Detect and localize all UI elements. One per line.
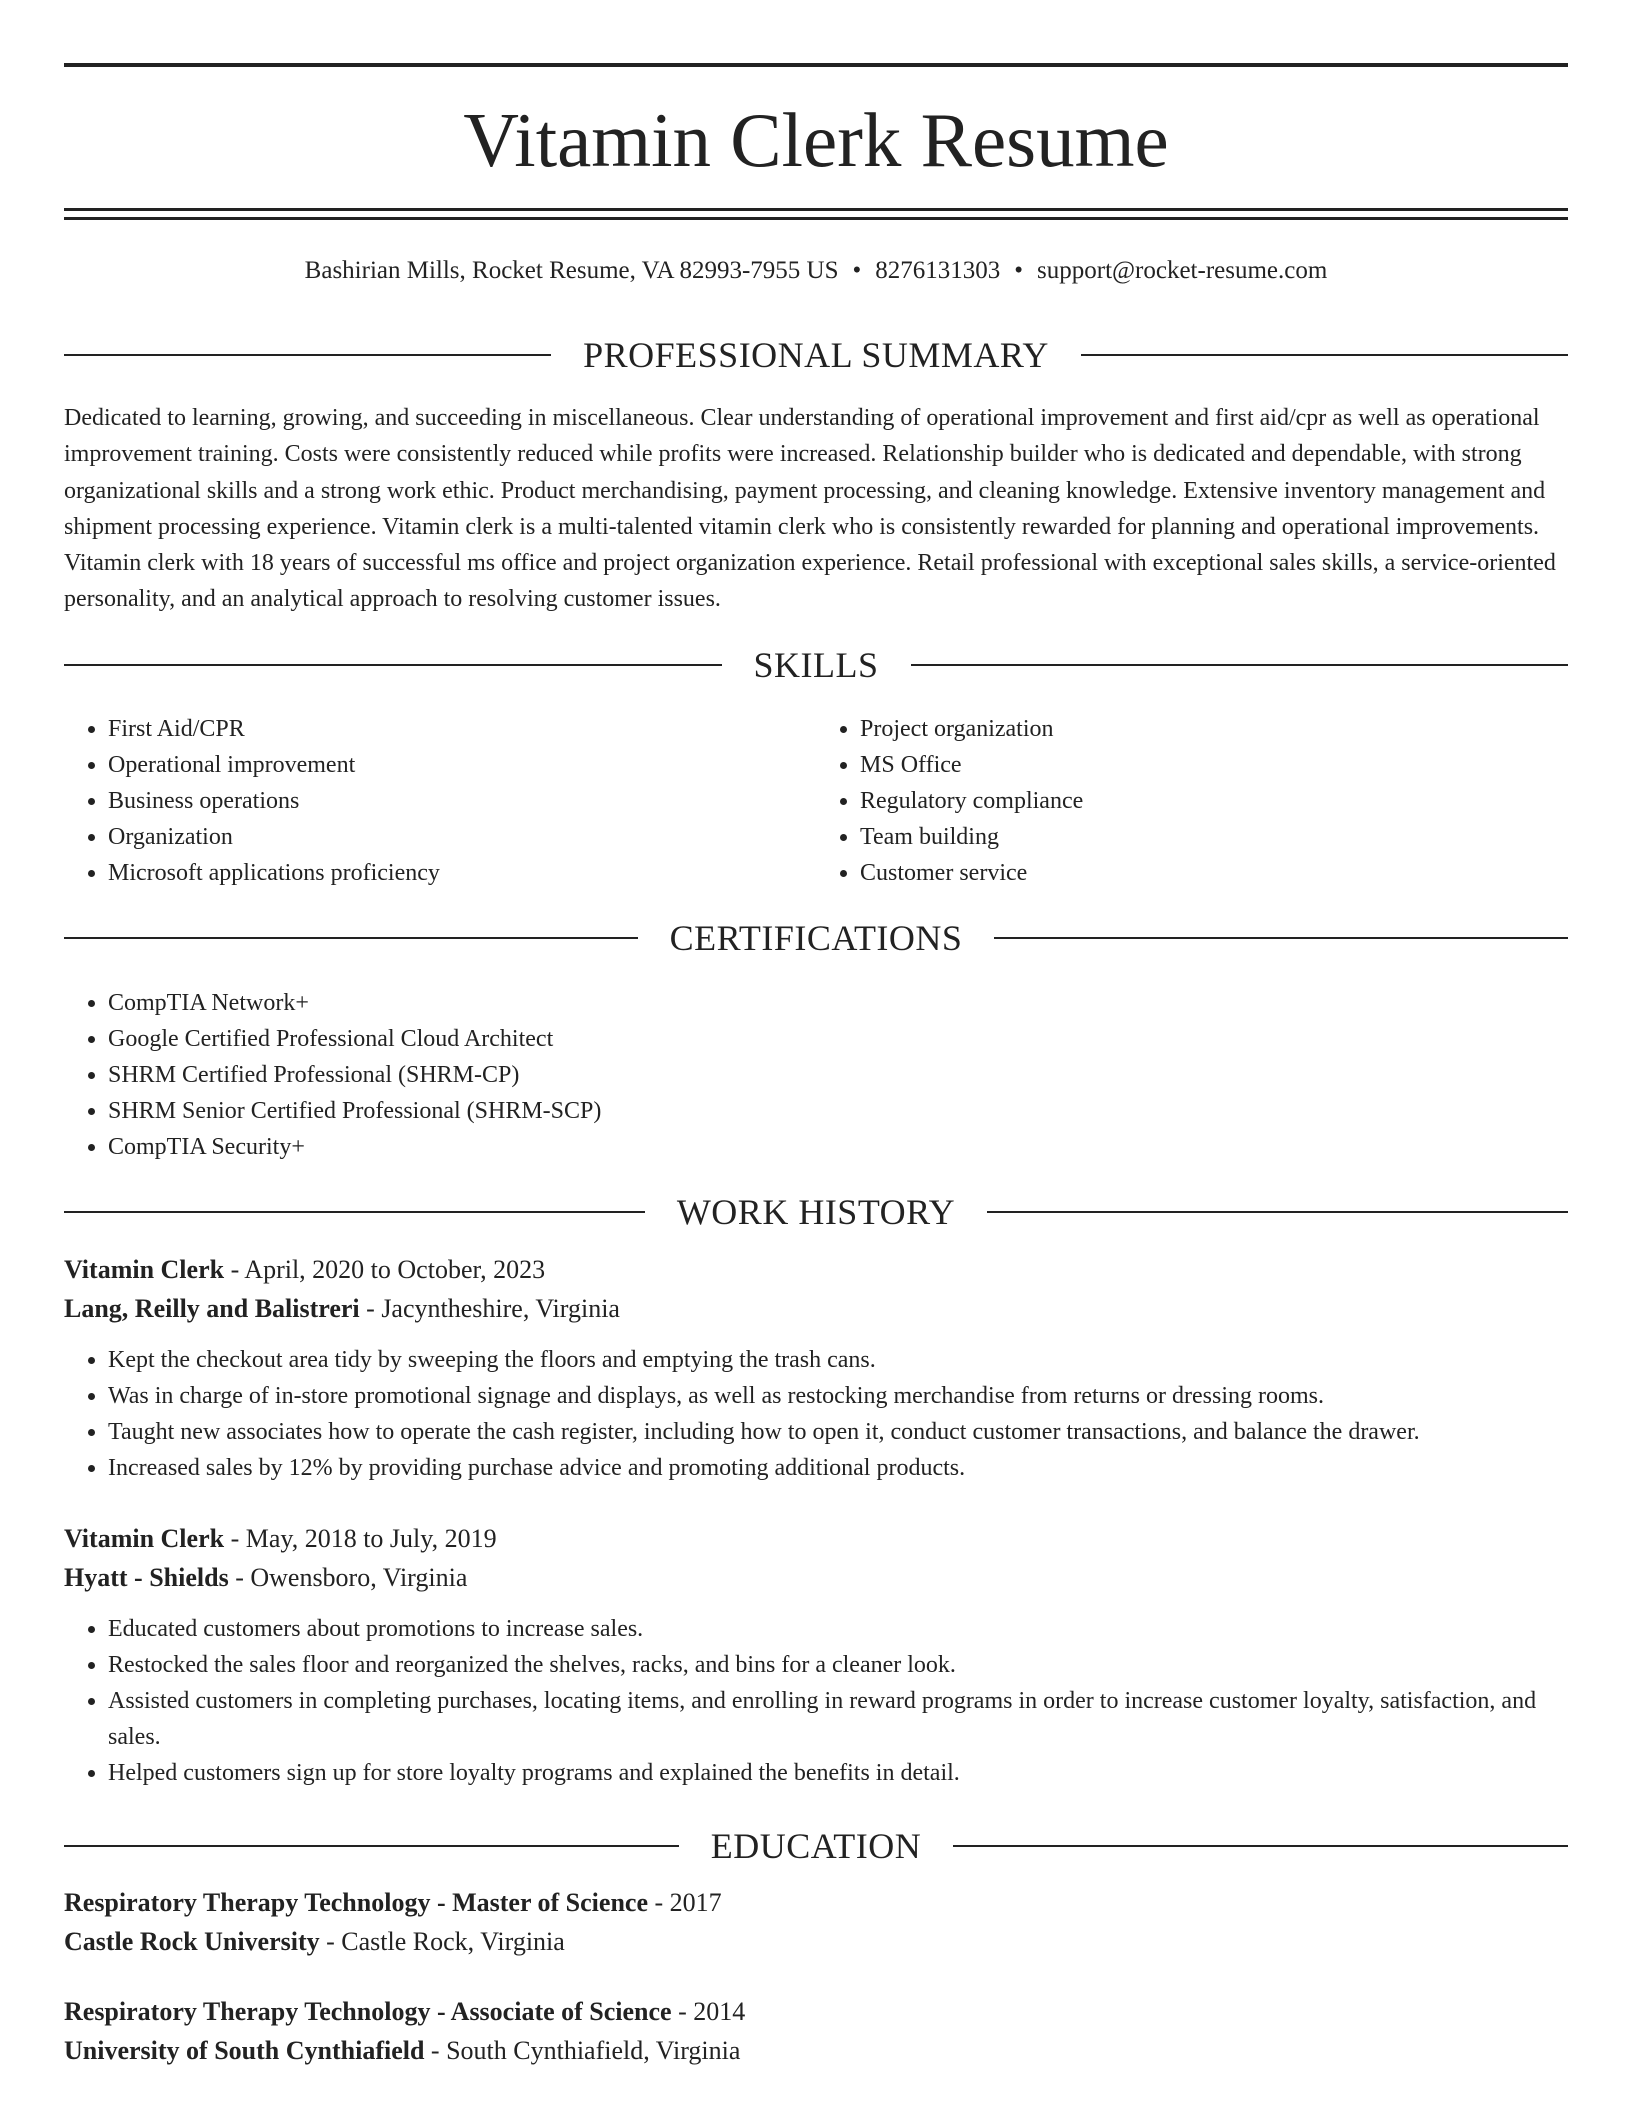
summary-text: Dedicated to learning, growing, and succeeding in miscellaneous. Clear understanding of operational improvement and first aid/cpr as well as operational improvement training. Costs were consistently reduced while profits were increased. Relationship builder who is dedicated and dependable, with strong organizational skills and a strong work ethic. Product merchandising, payment processing, and cleaning knowledge. Extensive inventory management and shipment processing experience. Vitamin clerk is a multi-talented vitamin clerk who is consistently rewarded for planning and operational improvements. Vitamin clerk with 18 years of successful ms office and project organization experience. Retail professional with exceptional sales skills, a service-oriented personality, and an analytical approach to resolving customer issues.	[64, 405, 1556, 613]
certification-item: • CompTIA Network+	[108, 985, 1568, 1021]
contact-address: Bashirian Mills, Rocket Resume, VA 82993-7955 US	[304, 257, 839, 284]
degree-year: - 2017	[647, 1888, 722, 1917]
job-duty: • Helped customers sign up for store loyalty programs and explained the benefits in detail.	[108, 1755, 1568, 1791]
job-dates: - May, 2018 to July, 2019	[224, 1524, 497, 1553]
heading-rule	[64, 1845, 679, 1847]
contact-email: support@rocket-resume.com	[1037, 257, 1328, 284]
school-location: - South Cynthiafield, Virginia	[424, 2036, 741, 2065]
school-location: - Castle Rock, Virginia	[319, 1927, 565, 1956]
school-line	[64, 2031, 1568, 2070]
degree: Respiratory Therapy Technology - Master of Science	[64, 1888, 648, 1917]
heading-rule	[64, 1211, 645, 1213]
skill-item: • Team building	[860, 819, 1568, 855]
skills-column-left	[64, 711, 816, 891]
company-name: Lang, Reilly and Balistreri	[64, 1294, 360, 1323]
certification-item: • SHRM Senior Certified Professional (SHRM-SCP)	[108, 1093, 1568, 1129]
skill-item: • First Aid/CPR	[108, 711, 816, 747]
page-title: Vitamin Clerk Resume	[463, 97, 1169, 183]
skill-item: • Operational improvement	[108, 747, 816, 783]
job-title: Vitamin Clerk	[64, 1524, 225, 1553]
heading-rule	[994, 937, 1568, 939]
job-duty: • Educated customers about promotions to increase sales.	[108, 1611, 1568, 1647]
contact-separator: •	[1014, 257, 1024, 284]
school-name: University of South Cynthiafield	[64, 2036, 425, 2065]
skill-item: • Microsoft applications proficiency	[108, 855, 816, 891]
section-title: PROFESSIONAL SUMMARY	[583, 335, 1049, 375]
work-entry	[64, 1250, 1568, 1486]
company-name: Hyatt - Shields	[64, 1563, 229, 1592]
degree-year: - 2014	[671, 1997, 746, 2026]
job-duty: • Kept the checkout area tidy by sweeping the floors and emptying the trash cans.	[108, 1342, 1568, 1378]
section-title: EDUCATION	[710, 1826, 922, 1866]
degree: Respiratory Therapy Technology - Associate of Science	[64, 1997, 672, 2026]
certifications-list	[64, 985, 1568, 1165]
job-duty: • Taught new associates how to operate the cash register, including how to open it, conduct customer transactions, and balance the drawer.	[108, 1414, 1568, 1450]
job-dates: - April, 2020 to October, 2023	[224, 1255, 546, 1284]
job-duty: • Restocked the sales floor and reorganized the shelves, racks, and bins for a cleaner look.	[108, 1647, 1568, 1683]
school-line	[64, 1922, 1568, 1961]
section-title: CERTIFICATIONS	[669, 918, 963, 958]
degree-line	[64, 1992, 1568, 2031]
certification-item: • SHRM Certified Professional (SHRM-CP)	[108, 1057, 1568, 1093]
skills-list	[64, 711, 1568, 891]
certification-item: • Google Certified Professional Cloud Architect	[108, 1021, 1568, 1057]
title-double-rule	[64, 208, 1568, 220]
heading-rule	[1081, 354, 1568, 356]
top-rule	[64, 63, 1568, 67]
degree-line	[64, 1883, 1568, 1922]
job-title-line	[64, 1250, 1568, 1289]
skills-column-right	[816, 711, 1568, 891]
job-duties	[64, 1342, 1568, 1486]
contact-phone: 8276131303	[875, 257, 1001, 284]
job-title-line	[64, 1519, 1568, 1558]
skill-item: • Customer service	[860, 855, 1568, 891]
education-entry	[64, 1992, 1568, 2070]
heading-rule	[911, 664, 1569, 666]
section-title: SKILLS	[753, 645, 879, 685]
heading-rule	[64, 937, 638, 939]
contact-separator: •	[852, 257, 862, 284]
company-line	[64, 1558, 1568, 1597]
work-entry	[64, 1519, 1568, 1791]
certification-item: • CompTIA Security+	[108, 1129, 1568, 1165]
education-entry	[64, 1883, 1568, 1961]
section-heading-work	[64, 1192, 1568, 1232]
school-name: Castle Rock University	[64, 1927, 320, 1956]
job-duty: • Was in charge of in-store promotional signage and displays, as well as restocking merchandise from returns or dressing rooms.	[108, 1378, 1568, 1414]
skill-item: • Business operations	[108, 783, 816, 819]
heading-rule	[987, 1211, 1568, 1213]
skill-item: • Organization	[108, 819, 816, 855]
heading-rule	[953, 1845, 1568, 1847]
company-location: - Owensboro, Virginia	[228, 1563, 468, 1592]
job-duty: • Increased sales by 12% by providing purchase advice and promoting additional products.	[108, 1450, 1568, 1486]
job-duty: • Assisted customers in completing purchases, locating items, and enrolling in reward programs in order to increase customer loyalty, satisfaction, and sales.	[108, 1683, 1568, 1755]
section-title: WORK HISTORY	[676, 1192, 956, 1232]
section-heading-summary	[64, 335, 1568, 375]
job-duties	[64, 1611, 1568, 1791]
company-location: - Jacyntheshire, Virginia	[359, 1294, 620, 1323]
job-title: Vitamin Clerk	[64, 1255, 225, 1284]
skill-item: • MS Office	[860, 747, 1568, 783]
skill-item: • Regulatory compliance	[860, 783, 1568, 819]
heading-rule	[64, 664, 722, 666]
heading-rule	[64, 354, 551, 356]
company-line	[64, 1289, 1568, 1328]
section-heading-skills	[64, 645, 1568, 685]
contact-line	[64, 255, 1568, 287]
section-heading-certifications	[64, 918, 1568, 958]
section-heading-education	[64, 1826, 1568, 1866]
certifications-bullets	[64, 985, 1568, 1165]
skill-item: • Project organization	[860, 711, 1568, 747]
